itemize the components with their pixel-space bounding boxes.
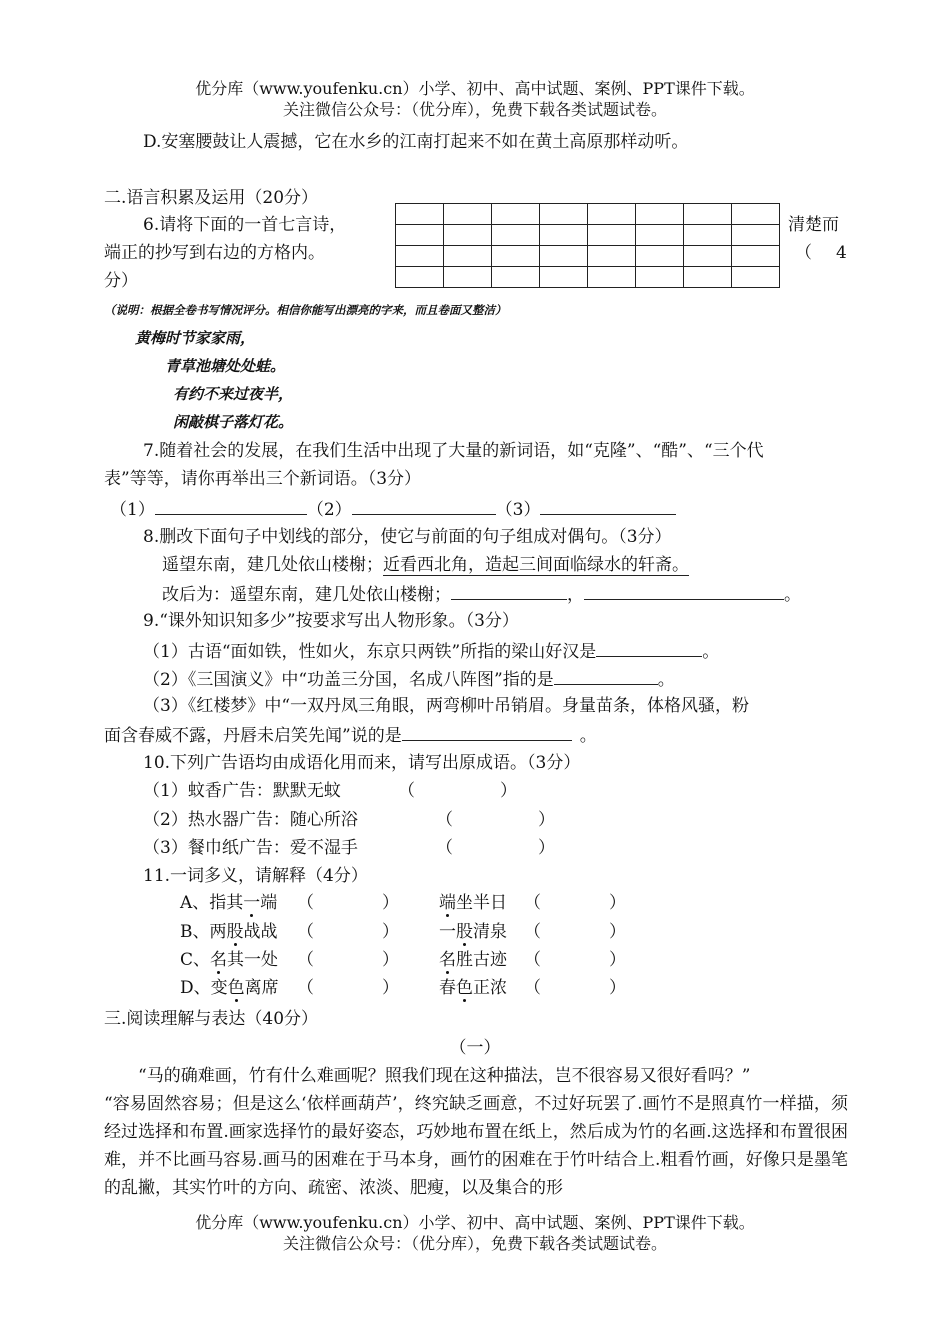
dotted-char: 名: [439, 950, 456, 970]
dotted-char: 色: [227, 978, 245, 998]
q11-b-right: 一股清泉: [439, 922, 507, 942]
q7-blank-1-label: （1）: [110, 500, 155, 520]
dotted-char: 一: [243, 893, 261, 913]
q7-answers: [110, 496, 676, 522]
dotted-char: 股: [456, 922, 473, 942]
q11-d-left: D、变色离席: [180, 978, 279, 998]
q10-title: 10.下列广告语均由成语化用而来，请写出原成语。（3分）: [143, 753, 581, 773]
header-line-1: 优分库（www.youfenku.cn）小学、初中、高中试题、案例、PPT课件下载。: [195, 79, 755, 98]
reading-part-label: （一）: [449, 1038, 501, 1058]
q11-b-left: B、两股战战: [180, 922, 278, 942]
q8-revised: [162, 581, 801, 607]
q7-line-1: 7.随着社会的发展，在我们生活中出现了大量的新词语，如“克隆”、“酷”、“三个代: [143, 441, 764, 461]
option-d: D.安塞腰鼓让人震撼，它在水乡的江南打起来不如在黄土高原那样动听。: [143, 132, 689, 152]
q11-b-left-paren[interactable]: （ ）: [297, 922, 399, 942]
q6-right-2a: （: [795, 243, 812, 263]
q11-b-right-paren[interactable]: （ ）: [524, 922, 626, 942]
q10-item-1: （1）蚊香广告：默默无蚊: [143, 781, 341, 801]
q11-c-left: C、名其一处: [180, 950, 279, 970]
reading-paragraph-1: “马的确难画，竹有什么难画呢？照我们现在这种描法，岂不很容易又很好看吗？”: [138, 1066, 751, 1086]
footer-line-1: 优分库（www.youfenku.cn）小学、初中、高中试题、案例、PPT课件下载。: [195, 1213, 755, 1232]
q11-a-right-paren[interactable]: （ ）: [524, 893, 626, 913]
q9-blank-2[interactable]: [554, 666, 658, 685]
q8-comma: ，: [567, 585, 584, 605]
q8-title: 8.删改下面句子中划线的部分，使它与前面的句子组成对偶句。（3分）: [143, 527, 672, 547]
q6-right-2b: 4: [836, 243, 847, 263]
q11-title: 11.一词多义，请解释（4分）: [143, 866, 368, 886]
q6-line-3: 分）: [104, 271, 138, 291]
q7-blank-1[interactable]: [155, 496, 307, 515]
q9-item-3-text: 面含春威不露，丹唇未启笑先闻”说的是: [104, 726, 402, 746]
q11-d-left-paren[interactable]: （ ）: [297, 978, 399, 998]
q7-blank-3-label: （3）: [495, 500, 541, 520]
q11-a-left-paren[interactable]: （ ）: [297, 893, 399, 913]
q9-item-3-end: 。: [579, 726, 597, 746]
q8-blank-2[interactable]: [584, 581, 784, 600]
q9-item-2: [143, 666, 675, 692]
q9-item-3-line-1: （3）《红楼梦》中“一双丹凤三角眼，两弯柳叶吊销眉。身量苗条，体格风骚，粉: [143, 696, 750, 716]
q9-item-2-text: （2）《三国演义》中“功盖三分国，名成八阵图”指的是: [143, 670, 554, 690]
q6-line-1: 6.请将下面的一首七言诗，: [143, 215, 347, 235]
poem-line-4: 闲敲棋子落灯花。: [173, 413, 294, 431]
q8-sentence-underlined: 近看西北角，造起三间面临绿水的轩斋。: [383, 555, 689, 575]
q8-sentence-plain: 遥望东南，建几处依山楼榭；: [162, 555, 383, 575]
q10-paren-1[interactable]: （ ）: [398, 781, 517, 801]
q10-paren-3[interactable]: （ ）: [436, 838, 555, 858]
q8-blank-1[interactable]: [451, 581, 567, 600]
dotted-char: 股: [226, 922, 244, 942]
reading-paragraph-2: “容易固然容易；但是这么‘依样画葫芦’，终究缺乏画意，不过好玩罢了.画竹不是照真竹一样描，须经过选择和布置.画家选择竹的最好姿态，巧妙地布置在纸上，然后成为竹的名画.这选择和布置很困难，并不比画马容易.画马的困难在于马本身，画竹的困难在于竹叶结合上.粗看竹画，好像只是墨笔的乱撇，其实竹叶的方向、疏密、浓淡、肥瘦，以及集合的形: [104, 1094, 848, 1198]
q10-paren-2[interactable]: （ ）: [436, 810, 555, 830]
q11-c-right-paren[interactable]: （ ）: [524, 950, 626, 970]
q7-blank-3[interactable]: [540, 496, 676, 515]
q9-blank-1[interactable]: [596, 638, 702, 657]
q11-c-right: 名胜古迹: [439, 950, 507, 970]
q6-right-1: 清楚而: [788, 215, 839, 235]
footer-line-2: 关注微信公众号：（优分库），免费下载各类试题试卷。: [282, 1234, 667, 1253]
q9-item-3-line-2: [104, 722, 597, 748]
q9-item-2-end: 。: [657, 670, 675, 690]
q11-d-right: 春色正浓: [439, 978, 507, 998]
q9-item-1: [143, 638, 719, 664]
q6-line-2: 端正的抄写到右边的方格内。: [104, 243, 325, 263]
q10-item-3: （3）餐巾纸广告：爱不湿手: [143, 838, 358, 858]
q11-d-right-paren[interactable]: （ ）: [524, 978, 626, 998]
q11-a-left: A、指其一端: [180, 893, 278, 913]
q7-blank-2-label: （2）: [306, 500, 352, 520]
q10-item-2: （2）热水器广告：随心所浴: [143, 810, 358, 830]
q11-c-left-paren[interactable]: （ ）: [297, 950, 399, 970]
header-line-2: 关注微信公众号：（优分库），免费下载各类试题试卷。: [282, 100, 667, 119]
dotted-char: 端: [439, 893, 456, 913]
q8-end: 。: [784, 585, 801, 605]
section-2-title: 二.语言积累及运用（20分）: [104, 188, 319, 208]
q8-sentence: [162, 553, 689, 577]
section-3-title: 三.阅读理解与表达（40分）: [104, 1009, 319, 1029]
writing-grid[interactable]: [395, 203, 780, 288]
q11-a-right: 端坐半日: [439, 893, 507, 913]
q9-item-1-end: 。: [702, 642, 720, 662]
poem-line-3: 有约不来过夜半，: [173, 385, 294, 403]
q9-blank-3[interactable]: [402, 722, 572, 741]
q8-revised-label: 改后为：遥望东南，建几处依山楼榭；: [162, 585, 451, 605]
dotted-char: 色: [456, 978, 473, 998]
q9-title: 9.“课外知识知多少”按要求写出人物形象。（3分）: [143, 611, 519, 631]
q6-note: （说明：根据全卷书写情况评分。相信你能写出漂亮的字来，而且卷面又整洁）: [104, 303, 507, 317]
poem-line-2: 青草池塘处处蛙。: [165, 357, 286, 375]
dotted-char: 名: [210, 950, 228, 970]
q7-line-2: 表”等等，请你再举出三个新词语。（3分）: [104, 469, 422, 489]
poem-line-1: 黄梅时节家家雨，: [135, 329, 256, 347]
q7-blank-2[interactable]: [352, 496, 496, 515]
q9-item-1-text: （1）古语“面如铁，性如火，东京只两铁”所指的梁山好汉是: [143, 642, 597, 662]
